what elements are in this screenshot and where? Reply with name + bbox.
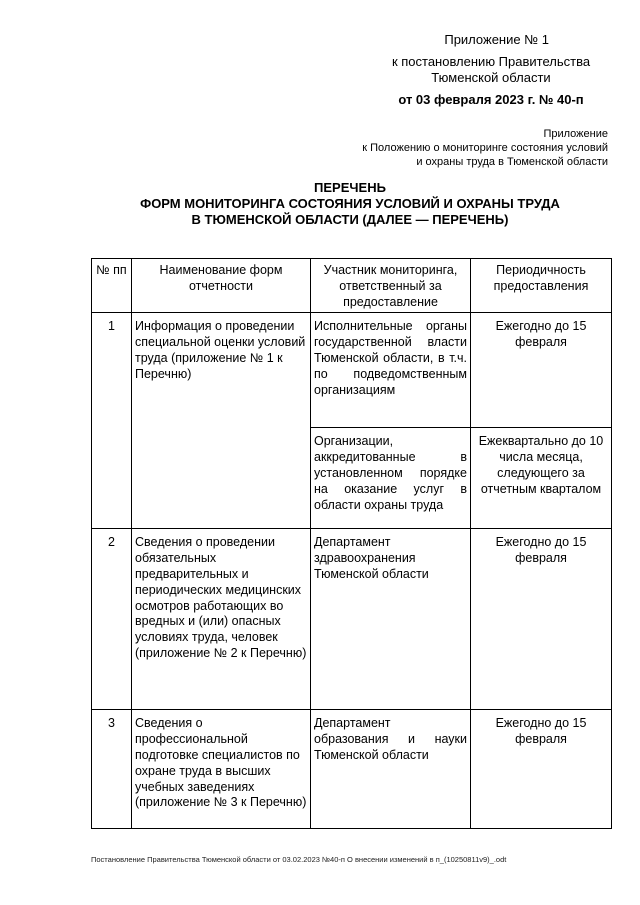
participant: Организации, аккредитованные в установленном порядке на оказание услуг в области охраны труда	[311, 428, 471, 529]
region-name: Тюменской области	[431, 70, 551, 85]
periodicity: Ежегодно до 15 февраля	[471, 313, 612, 428]
list-subtitle-1: ФОРМ МОНИТОРИНГА СОСТОЯНИЯ УСЛОВИЙ И ОХРАНЫ ТРУДА	[140, 196, 560, 211]
row-number: 2	[92, 529, 132, 710]
forms-table	[91, 258, 612, 829]
periodicity: Ежегодно до 15 февраля	[471, 710, 612, 829]
table-header-row	[92, 259, 612, 313]
row-number: 3	[92, 710, 132, 829]
header-form: Наименование форм отчетности	[132, 259, 311, 313]
list-subtitle-2: В ТЮМЕНСКОЙ ОБЛАСТИ (ДАЛЕЕ — ПЕРЕЧЕНЬ)	[191, 212, 509, 227]
participant: Департамент образования и науки Тюменской области	[311, 710, 471, 829]
appendix-number: Приложение № 1	[444, 32, 549, 47]
form-name: Информация о проведении специальной оценки условий труда (приложение № 1 к Перечню)	[132, 313, 311, 529]
participant: Департамент здравоохранения Тюменской области	[311, 529, 471, 710]
participant: Исполнительные органы государственной власти Тюменской области, в т.ч. по подведомственным организациям	[311, 313, 471, 428]
table-row	[92, 710, 612, 829]
row-number: 1	[92, 313, 132, 529]
header-period: Периодичность предоставления	[471, 259, 612, 313]
document-footer: Постановление Правительства Тюменской области от 03.02.2023 №40-п О внесении изменений в п_(10250811v9)_.odt	[91, 855, 507, 864]
periodicity: Ежеквартально до 10 числа месяца, следующего за отчетным кварталом	[471, 428, 612, 529]
resolution-date: от 03 февраля 2023 г. № 40-п	[398, 92, 584, 107]
form-name: Сведения о профессиональной подготовке специалистов по охране труда в высших учебных заведениях (приложение № 3 к Перечню)	[132, 710, 311, 829]
table-row	[92, 313, 612, 428]
periodicity: Ежегодно до 15 февраля	[471, 529, 612, 710]
header-num: № пп	[92, 259, 132, 313]
header-participant: Участник мониторинга, ответственный за предоставление	[311, 259, 471, 313]
table-row	[92, 529, 612, 710]
form-name: Сведения о проведении обязательных предварительных и периодических медицинских осмотров работающих во вредных и (или) опасных условиях труда, человек (приложение № 2 к Перечню)	[132, 529, 311, 710]
list-title: ПЕРЕЧЕНЬ	[314, 180, 386, 195]
resolution-reference: к постановлению Правительства	[391, 54, 591, 69]
sub-appendix-line2: к Положению о мониторинге состояния условий	[362, 142, 608, 154]
sub-appendix-line3: и охраны труда в Тюменской области	[416, 156, 608, 168]
sub-appendix-label: Приложение	[543, 128, 608, 140]
